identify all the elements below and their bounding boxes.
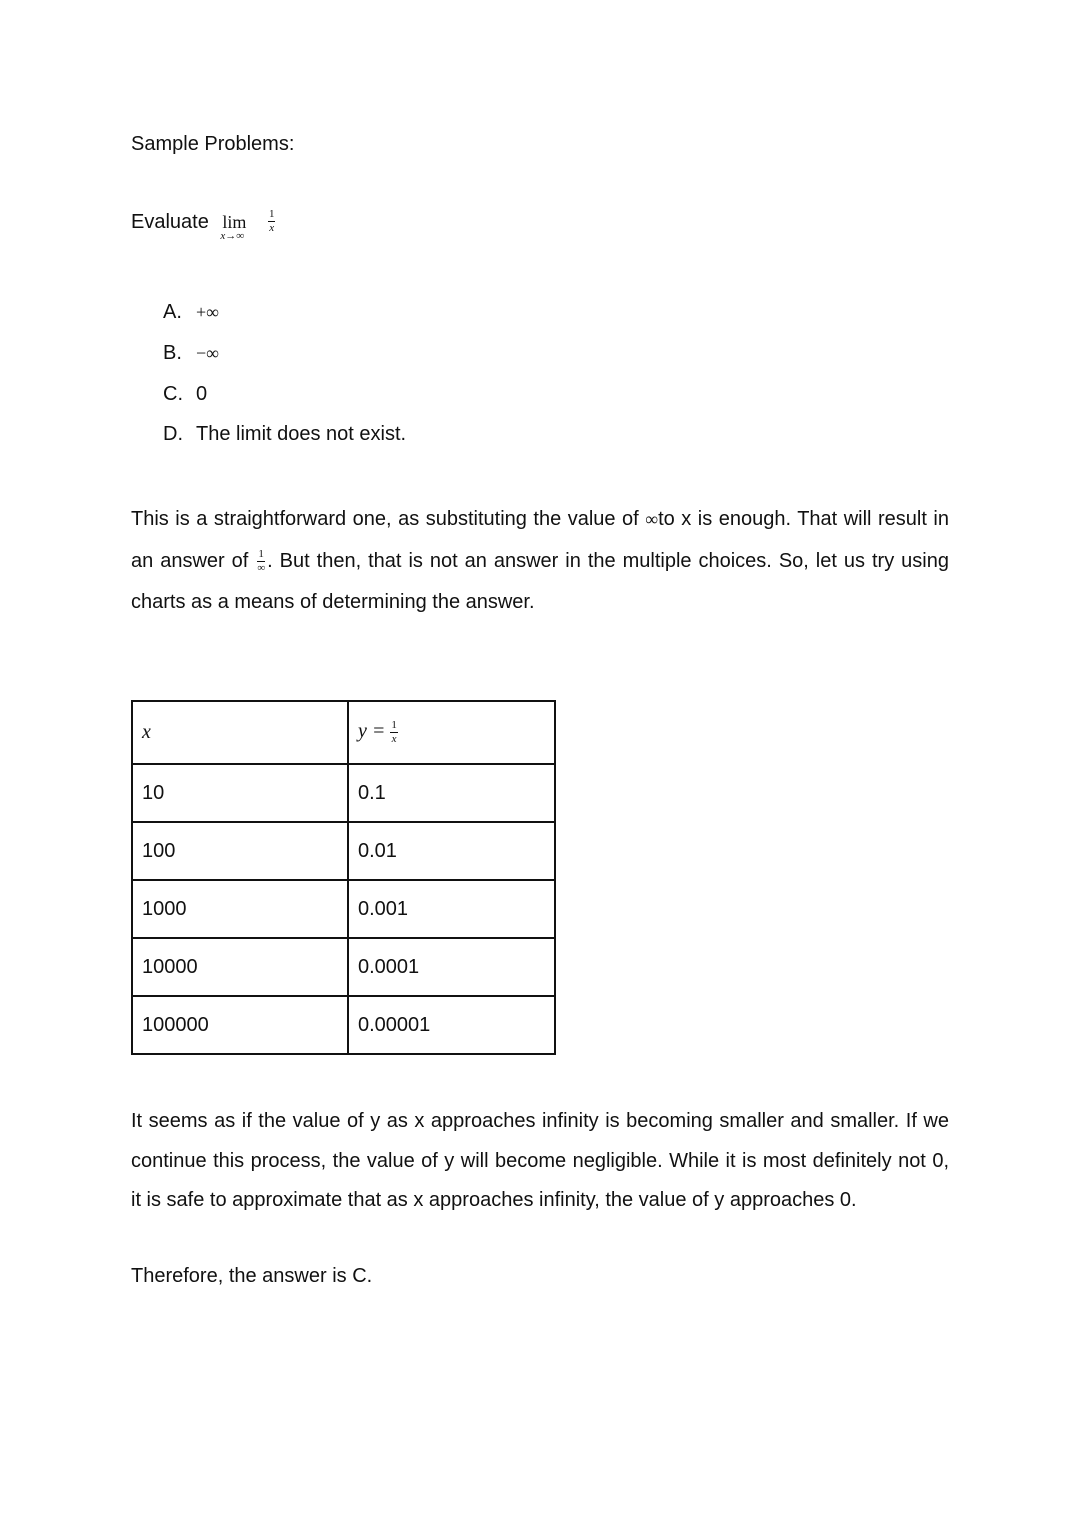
limit-subscript: x→∞ <box>220 230 245 242</box>
header-x: x <box>132 701 348 764</box>
table-row <box>132 996 555 1054</box>
cell-y: 0.0001 <box>348 938 555 996</box>
header-y-numerator: 1 <box>391 719 397 731</box>
cell-y: 0.01 <box>348 822 555 880</box>
question-prefix: Evaluate <box>131 211 209 233</box>
infinity-symbol: ∞ <box>645 509 659 529</box>
answer-statement: Therefore, the answer is C. <box>131 1265 373 1287</box>
section-heading: Sample Problems: <box>131 133 295 155</box>
header-y-fraction <box>390 720 398 745</box>
question <box>131 208 275 242</box>
choice-d <box>163 422 406 446</box>
choice-text: +∞ <box>196 302 219 322</box>
header-y-lhs: y = <box>358 720 386 743</box>
table-header-row <box>132 701 555 764</box>
limit-operator <box>220 210 254 242</box>
choice-text: The limit does not exist. <box>196 423 407 445</box>
table-row <box>132 822 555 880</box>
header-y-denominator: x <box>391 733 397 745</box>
limit-word: lim <box>222 212 247 232</box>
cell-x: 10000 <box>132 938 348 996</box>
cell-x: 10 <box>132 764 348 822</box>
explanation-text: . But then, that is not an answer in the multiple choices. So, let us try using charts as a means of determining the answer. <box>131 549 949 613</box>
values-table <box>131 700 556 1055</box>
explanation-text: This is a straightforward one, as substituting the value of <box>131 508 646 530</box>
fraction-numerator: 1 <box>258 547 264 560</box>
choice-b <box>163 341 219 365</box>
header-y <box>348 701 555 764</box>
cell-y: 0.00001 <box>348 996 555 1054</box>
question-numerator: 1 <box>268 208 275 221</box>
choice-letter: A. <box>163 301 182 323</box>
choice-letter: C. <box>163 383 183 405</box>
fraction-denominator: ∞ <box>257 561 266 574</box>
question-fraction <box>268 209 276 234</box>
cell-y: 0.001 <box>348 880 555 938</box>
choice-c <box>163 382 207 406</box>
choice-text: −∞ <box>196 343 219 363</box>
explanation-text: to x is enough. That will result in an answer of <box>131 508 949 572</box>
cell-x: 1000 <box>132 880 348 938</box>
cell-x: 100000 <box>132 996 348 1054</box>
table-row <box>132 880 555 938</box>
conclusion-paragraph: It seems as if the value of y as x approaches infinity is becoming smaller and smaller. If we continue this process, the value of y will become negligible. While it is most definitely not 0, it is safe to approximate that as x approaches infinity, the value of y approaches 0. <box>131 1110 949 1211</box>
choice-letter: D. <box>163 423 183 445</box>
choice-text: 0 <box>196 383 208 405</box>
cell-y: 0.1 <box>348 764 555 822</box>
explanation-paragraph <box>131 499 949 624</box>
explanation-fraction <box>257 549 265 574</box>
choice-a <box>163 300 219 324</box>
cell-x: 100 <box>132 822 348 880</box>
choice-letter: B. <box>163 342 182 364</box>
table-row <box>132 764 555 822</box>
question-denominator: x <box>269 222 275 235</box>
table-row <box>132 938 555 996</box>
